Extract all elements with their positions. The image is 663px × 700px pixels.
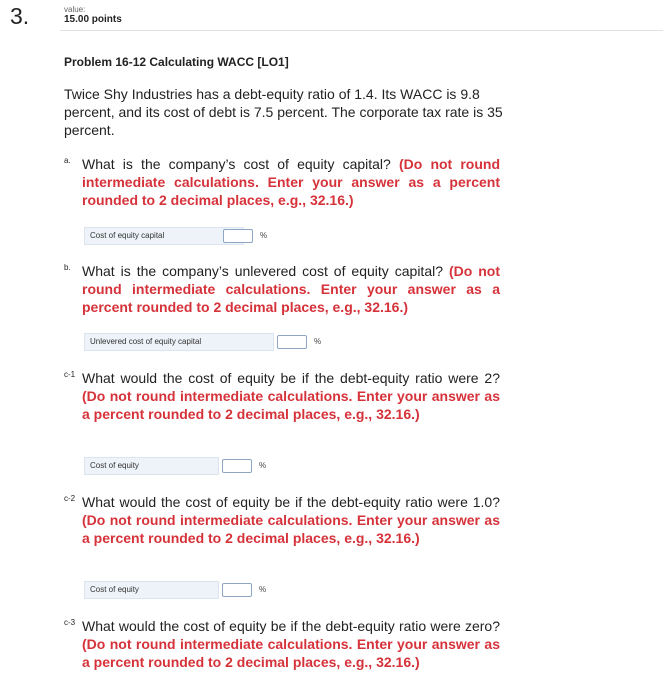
part-question [82, 369, 500, 423]
answer-row-cost-of-equity-capital [84, 227, 268, 245]
instruction-text: (Do not round intermediate calculations. Enter your answer as a percent rounded to 2 decimal places, e.g., 32.16.) [82, 512, 500, 546]
question-number: 3. [10, 3, 30, 29]
instruction-text: (Do not round intermediate calculations. Enter your answer as a percent rounded to 2 decimal places, e.g., 32.16.) [82, 156, 501, 208]
part-marker: c-2 [64, 494, 76, 503]
answer-label: Cost of equity capital [90, 231, 165, 240]
instruction-text: (Do not round intermediate calculations. Enter your answer as a percent rounded to 2 decimal places, e.g., 32.16.) [82, 388, 500, 422]
points-value: 15.00 points [64, 14, 122, 25]
answer-row-cost-of-equity-c2 [84, 581, 267, 599]
part-marker: c-3 [64, 618, 76, 627]
question-text: What would the cost of equity be if the debt-equity ratio were 2? [82, 370, 500, 386]
answer-label: Cost of equity [90, 585, 139, 594]
header-divider [60, 30, 663, 31]
question-text: What would the cost of equity be if the debt-equity ratio were zero? [82, 618, 500, 634]
answer-label: Cost of equity [90, 461, 139, 470]
instruction-text: (Do not round intermediate calculations. Enter your answer as a percent rounded to 2 decimal places, e.g., 32.16.) [82, 636, 500, 670]
problem-title: Problem 16-12 Calculating WACC [LO1] [64, 55, 289, 69]
answer-row-unlevered-cost-of-equity [84, 333, 322, 351]
cost-of-equity-capital-input[interactable] [223, 229, 253, 243]
question-text: What is the company’s cost of equity capital? [82, 156, 399, 172]
cost-of-equity-c2-input[interactable] [222, 583, 252, 597]
part-question [82, 262, 500, 316]
question-text: What would the cost of equity be if the debt-equity ratio were 1.0? [82, 494, 500, 510]
part-marker: b. [64, 263, 71, 272]
answer-label: Unlevered cost of equity capital [90, 337, 202, 346]
percent-unit: % [314, 337, 322, 346]
problem-intro: Twice Shy Industries has a debt-equity ratio of 1.4. Its WACC is 9.8 percent, and its cost of debt is 7.5 percent. The corporate tax rate is 35 percent. [64, 86, 503, 138]
percent-unit: % [260, 231, 268, 240]
part-marker: c-1 [64, 370, 76, 379]
cost-of-equity-c1-input[interactable] [222, 459, 252, 473]
percent-unit: % [259, 461, 267, 470]
unlevered-cost-of-equity-input[interactable] [277, 335, 307, 349]
answer-row-cost-of-equity-c1 [84, 457, 267, 475]
instruction-text: (Do not round intermediate calculations. Enter your answer as a percent rounded to 2 decimal places, e.g., 32.16.) [82, 263, 500, 315]
part-question [82, 155, 500, 209]
percent-unit: % [259, 585, 267, 594]
part-marker: a. [64, 156, 71, 165]
value-label: value: [64, 5, 86, 14]
part-question [82, 617, 500, 671]
question-text: What is the company’s unlevered cost of equity capital? [82, 263, 449, 279]
part-question [82, 493, 500, 547]
